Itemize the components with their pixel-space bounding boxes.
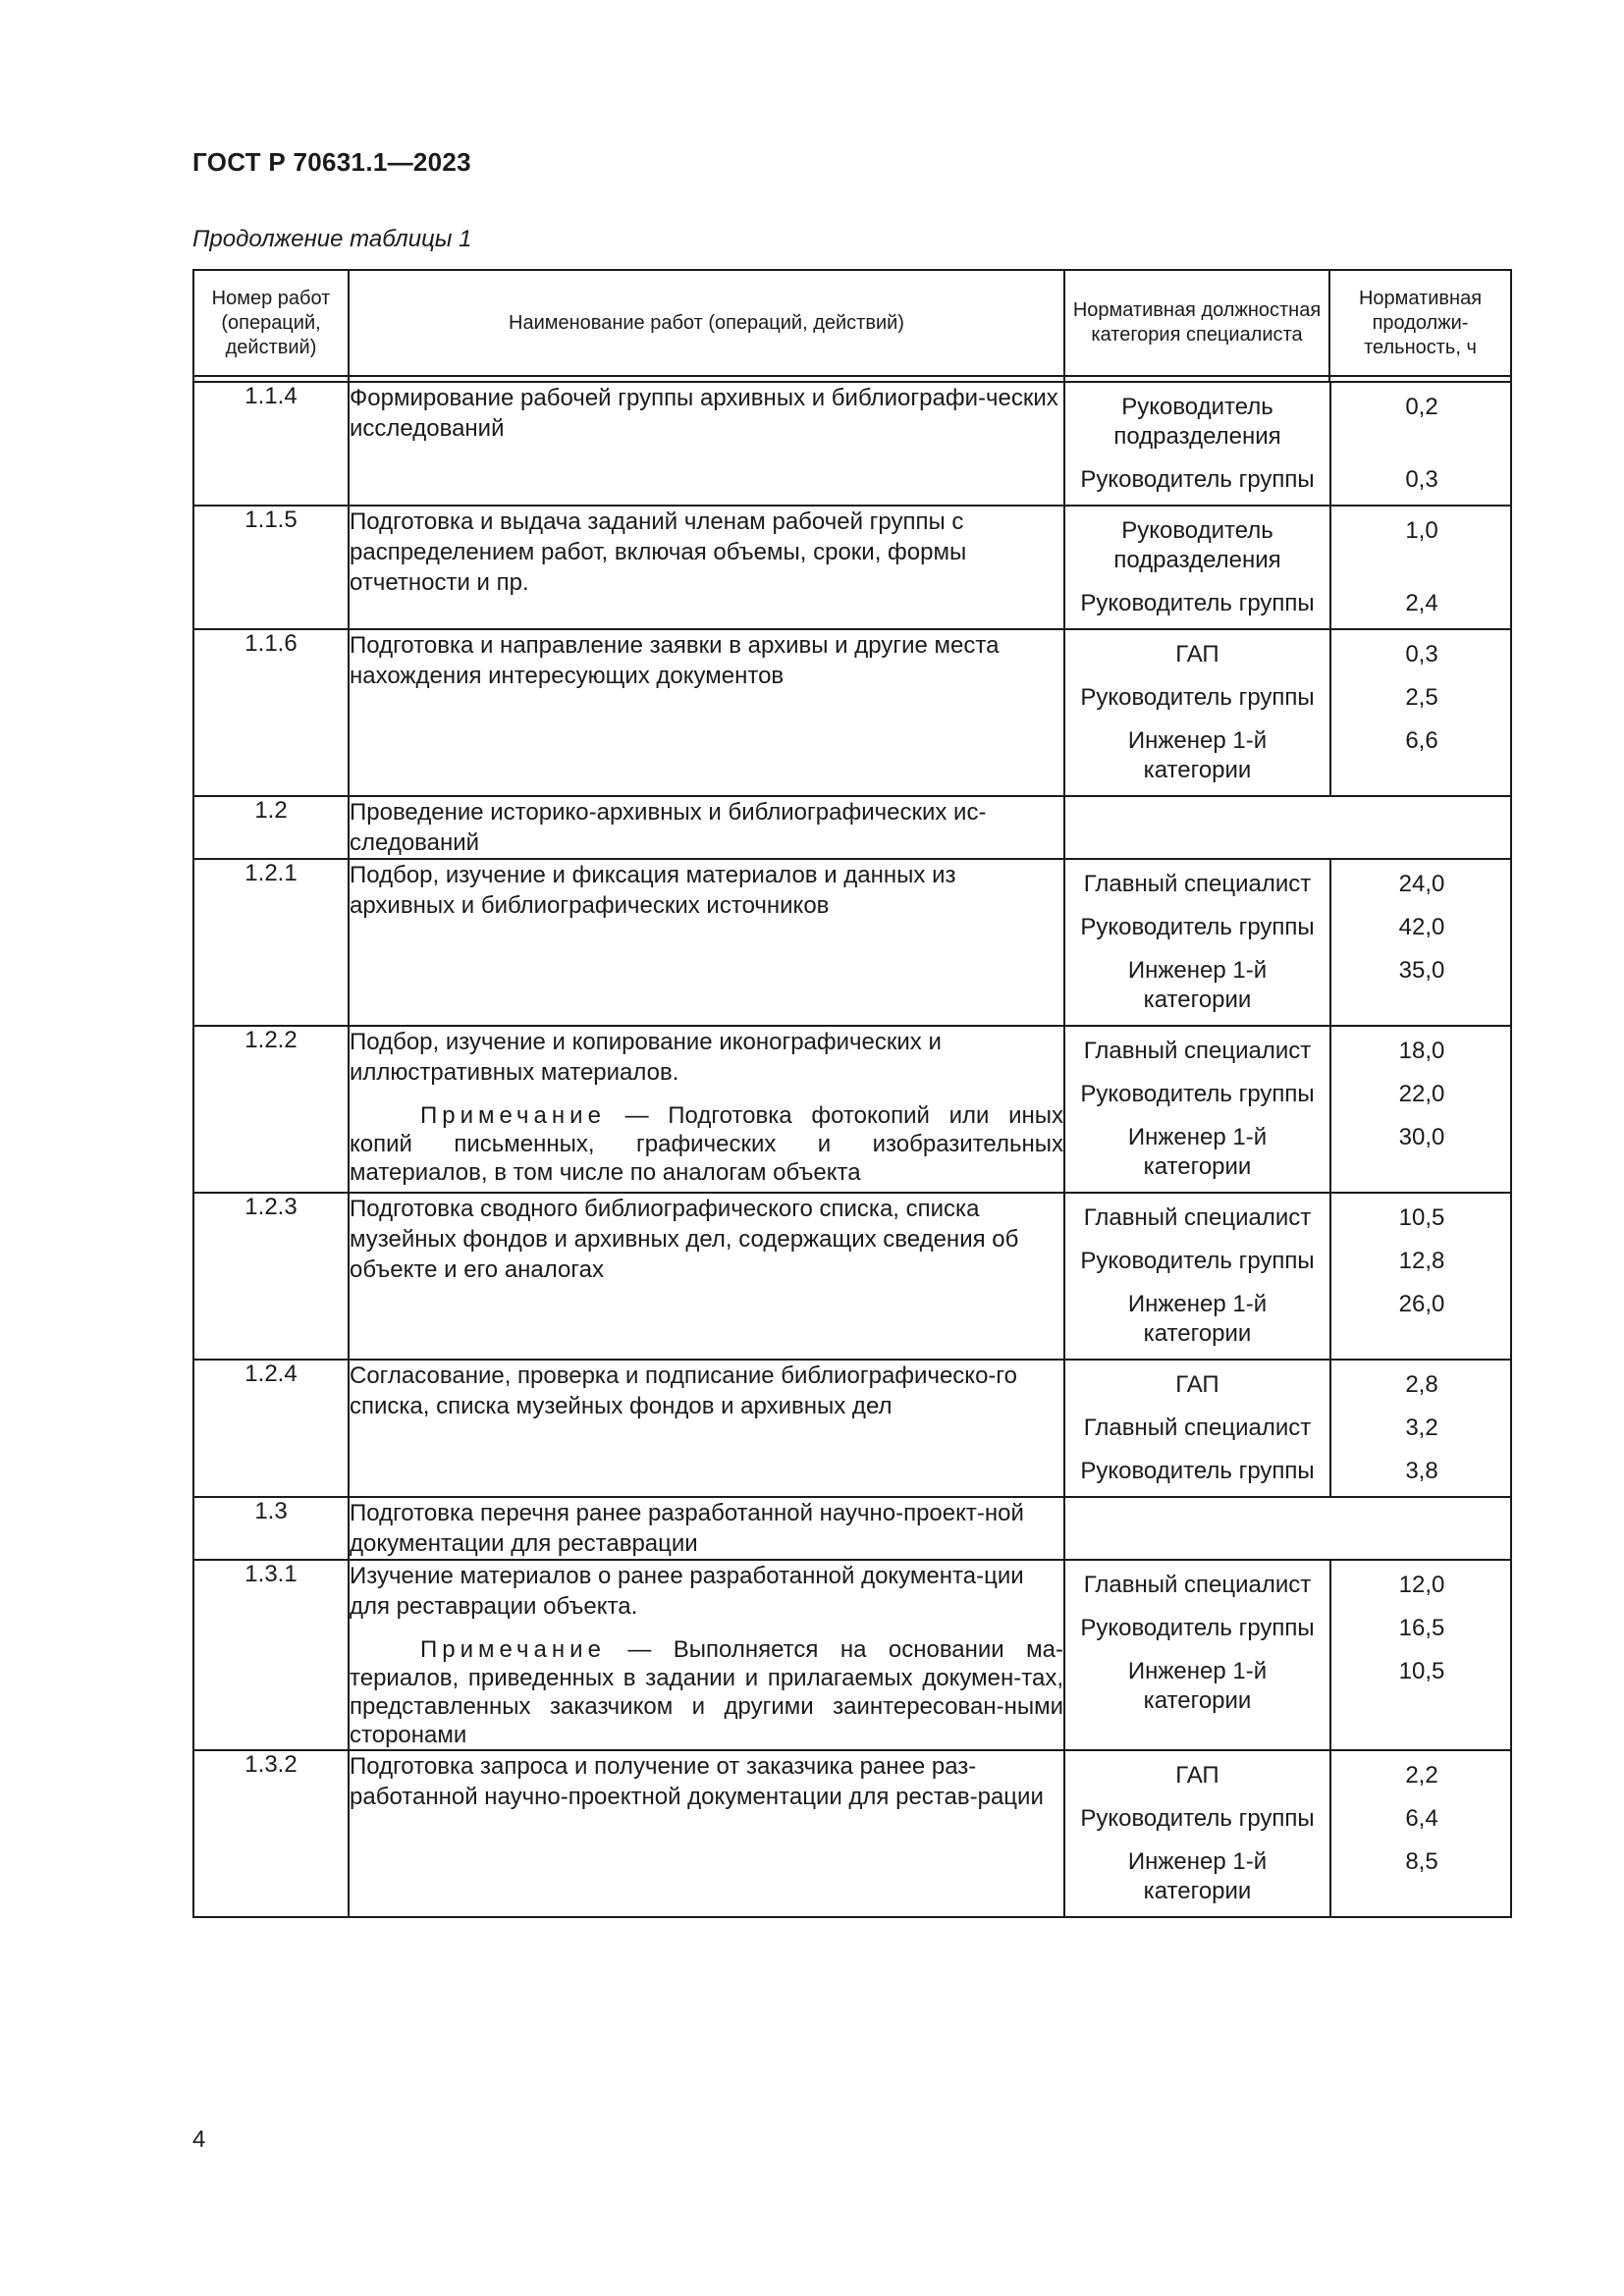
work-number: 1.2.4 [193,1360,349,1497]
assignment-row [1065,942,1512,1025]
specialist-category: Главный специалист [1065,1027,1330,1066]
assignments-cell [1064,629,1511,796]
specialist-category: Инженер 1-й категории [1065,713,1330,795]
specialist-category: Инженер 1-й категории [1065,1643,1330,1726]
specialist-category: Инженер 1-й категории [1065,1109,1330,1192]
table-continuation-caption: Продолжение таблицы 1 [192,226,472,252]
specialist-category: Главный специалист [1065,1561,1330,1600]
assignment-row [1065,1194,1512,1233]
assignments-cell [1064,1750,1511,1917]
document-code: ГОСТ Р 70631.1—2023 [192,147,471,177]
assignment-row [1065,1361,1512,1400]
assignments-list [1065,1194,1512,1359]
assignments-list [1065,1027,1512,1192]
specialist-category: Руководитель группы [1065,452,1330,505]
assignment-row [1065,1834,1512,1916]
assignments-cell [1064,1560,1511,1750]
work-name: Подготовка и направление заявки в архивы и другие места нахождения интересующих документов [350,632,1000,689]
assignment-row [1065,1233,1512,1276]
duration-hours: 3,8 [1405,1458,1438,1484]
assignment-row [1065,1751,1512,1790]
assignments-list [1065,1751,1512,1916]
note-label: Примечание [420,1102,606,1129]
assignment-row [1065,1600,1512,1643]
assignment-row [1065,630,1512,669]
assignments-list [1065,383,1512,505]
assignments-cell [1064,796,1511,859]
work-name: Подбор, изучение и копирование иконографических и иллюстративных материалов. [350,1029,942,1086]
work-number: 1.3.2 [193,1750,349,1917]
assignment-row [1065,1109,1512,1192]
duration-hours: 24,0 [1398,871,1445,897]
duration-hours: 0,3 [1405,641,1438,667]
assignments-cell [1064,1497,1511,1560]
work-name-cell [349,1750,1064,1917]
specialist-category: Главный специалист [1065,1400,1330,1443]
assignment-row [1065,1790,1512,1834]
work-note [350,1101,1063,1187]
assignments-cell [1064,1026,1511,1193]
assignment-row [1065,1561,1512,1600]
assignment-row [1065,383,1512,452]
duration-hours: 22,0 [1398,1081,1445,1107]
specialist-category: Руководитель группы [1065,1600,1330,1643]
assignments-cell [1064,1193,1511,1360]
work-name-cell [349,1026,1064,1193]
work-name: Подбор, изучение и фиксация материалов и данных из архивных и библиографических источников [350,862,956,919]
assignment-row [1065,669,1512,713]
page-number: 4 [192,2126,206,2153]
specialist-category: Главный специалист [1065,1194,1330,1233]
specialist-category: Руководитель подразделения [1065,383,1330,452]
duration-hours: 10,5 [1398,1658,1445,1684]
duration-hours: 2,5 [1405,684,1438,711]
table-row [193,1193,1511,1360]
specialist-category: ГАП [1065,1751,1330,1790]
duration-hours: 0,3 [1405,466,1438,493]
assignment-row [1065,899,1512,942]
duration-hours: 18,0 [1398,1038,1445,1064]
duration-hours: 35,0 [1398,957,1445,984]
duration-hours: 2,4 [1405,590,1438,616]
table-row [193,382,1511,506]
specialist-category: Главный специалист [1065,860,1330,899]
assignment-filler [1065,1726,1512,1749]
assignments-list [1065,507,1512,628]
duration-hours: 6,4 [1405,1805,1438,1832]
work-name-cell [349,796,1064,859]
assignment-row [1065,1066,1512,1109]
work-name-cell [349,382,1064,506]
assignment-row [1065,860,1512,899]
specialist-category: Руководитель группы [1065,1790,1330,1834]
duration-hours: 16,5 [1398,1615,1445,1641]
specialist-category: Инженер 1-й категории [1065,1276,1330,1359]
duration-hours: 26,0 [1398,1291,1445,1317]
assignments-cell [1064,859,1511,1026]
work-name: Согласование, проверка и подписание библиографическо-го списка, списка музейных фондов и архивных дел [350,1362,1017,1419]
specialist-category: Руководитель группы [1065,899,1330,942]
assignments-cell [1064,506,1511,629]
work-number: 1.1.4 [193,382,349,506]
table-header-row [193,270,1511,376]
duration-hours: 2,2 [1405,1762,1438,1789]
assignments-list [1065,1561,1512,1749]
table-row [193,1026,1511,1193]
specialist-category: Руководитель группы [1065,575,1330,628]
table-row [193,859,1511,1026]
duration-hours: 12,0 [1398,1572,1445,1598]
assignment-row [1065,1276,1512,1359]
assignments-cell [1064,382,1511,506]
specialist-category: ГАП [1065,1361,1330,1400]
assignment-row [1065,713,1512,795]
specialist-category: ГАП [1065,630,1330,669]
assignment-row [1065,1400,1512,1443]
assignments-list [1065,1361,1512,1496]
duration-hours: 6,6 [1405,727,1438,754]
column-header-name: Наименование работ (операций, действий) [349,270,1064,376]
work-name-cell [349,629,1064,796]
work-name-cell [349,1560,1064,1750]
table-row [193,629,1511,796]
duration-hours: 42,0 [1398,914,1445,940]
column-header-category: Нормативная должностная категория специалиста [1064,270,1329,376]
work-number: 1.1.6 [193,629,349,796]
assignment-row [1065,507,1512,575]
work-name: Формирование рабочей группы архивных и библиографи-ческих исследований [350,385,1058,442]
assignment-row [1065,1027,1512,1066]
table-row [193,1750,1511,1917]
work-number: 1.2 [193,796,349,859]
table-row [193,1560,1511,1750]
table-row [193,796,1511,859]
work-number: 1.2.1 [193,859,349,1026]
work-name: Изучение материалов о ранее разработанной документа-ции для реставрации объекта. [350,1563,1024,1620]
work-name-cell [349,506,1064,629]
duration-hours: 30,0 [1398,1124,1445,1150]
duration-hours: 8,5 [1405,1848,1438,1875]
duration-hours: 3,2 [1405,1415,1438,1441]
table-row [193,506,1511,629]
specialist-category: Инженер 1-й категории [1065,942,1330,1025]
column-header-duration: Нормативная продолжи-тельность, ч [1329,270,1511,376]
duration-hours: 10,5 [1398,1204,1445,1231]
assignment-row [1065,575,1512,628]
work-number: 1.2.3 [193,1193,349,1360]
table-row [193,1497,1511,1560]
work-name-cell [349,859,1064,1026]
assignment-row [1065,1443,1512,1496]
specialist-category: Руководитель группы [1065,1066,1330,1109]
assignment-row [1065,1643,1512,1726]
duration-hours: 0,2 [1405,394,1438,420]
duration-hours: 2,8 [1405,1371,1438,1398]
work-number: 1.3 [193,1497,349,1560]
specialist-category: Инженер 1-й категории [1065,1834,1330,1916]
assignments-list [1065,860,1512,1025]
table-body [193,382,1511,1917]
work-number: 1.2.2 [193,1026,349,1193]
duration-hours: 12,8 [1398,1248,1445,1274]
specialist-category: Руководитель группы [1065,1443,1330,1496]
work-name: Подготовка сводного библиографического списка, списка музейных фондов и архивных дел, содержащих сведения об объекте и его аналогах [350,1196,1019,1283]
norms-table [192,269,1512,1918]
table-row [193,1360,1511,1497]
work-name-cell [349,1497,1064,1560]
specialist-category: Руководитель подразделения [1065,507,1330,575]
work-name: Проведение историко-архивных и библиографических ис-следований [350,799,987,856]
work-name: Подготовка перечня ранее разработанной научно-проект-ной документации для реставрации [350,1500,1024,1557]
column-header-number: Номер работ (операций, действий) [193,270,349,376]
specialist-category: Руководитель группы [1065,1233,1330,1276]
work-note [350,1635,1063,1749]
work-name-cell [349,1193,1064,1360]
duration-hours: 1,0 [1405,517,1438,544]
note-label: Примечание [420,1636,606,1663]
work-name: Подготовка запроса и получение от заказчика ранее раз-работанной научно-проектной документации для рестав-рации [350,1753,1044,1810]
assignments-cell [1064,1360,1511,1497]
work-number: 1.3.1 [193,1560,349,1750]
assignments-list [1065,630,1512,795]
specialist-category: Руководитель группы [1065,669,1330,713]
assignment-row [1065,452,1512,505]
work-name-cell [349,1360,1064,1497]
note-text: — Подготовка фотокопий или иных копий письменных, графических и изобразительных материалов, в том числе по аналогам объекта [350,1102,1063,1186]
note-text: — Выполняется на основании ма-териалов, приведенных в задании и прилагаемых докумен-тах, представленных заказчиком и другими заинтересован-ными сторонами [350,1636,1063,1748]
work-number: 1.1.5 [193,506,349,629]
work-name: Подготовка и выдача заданий членам рабочей группы с распределением работ, включая объемы, сроки, формы отчетности и пр. [350,508,967,596]
